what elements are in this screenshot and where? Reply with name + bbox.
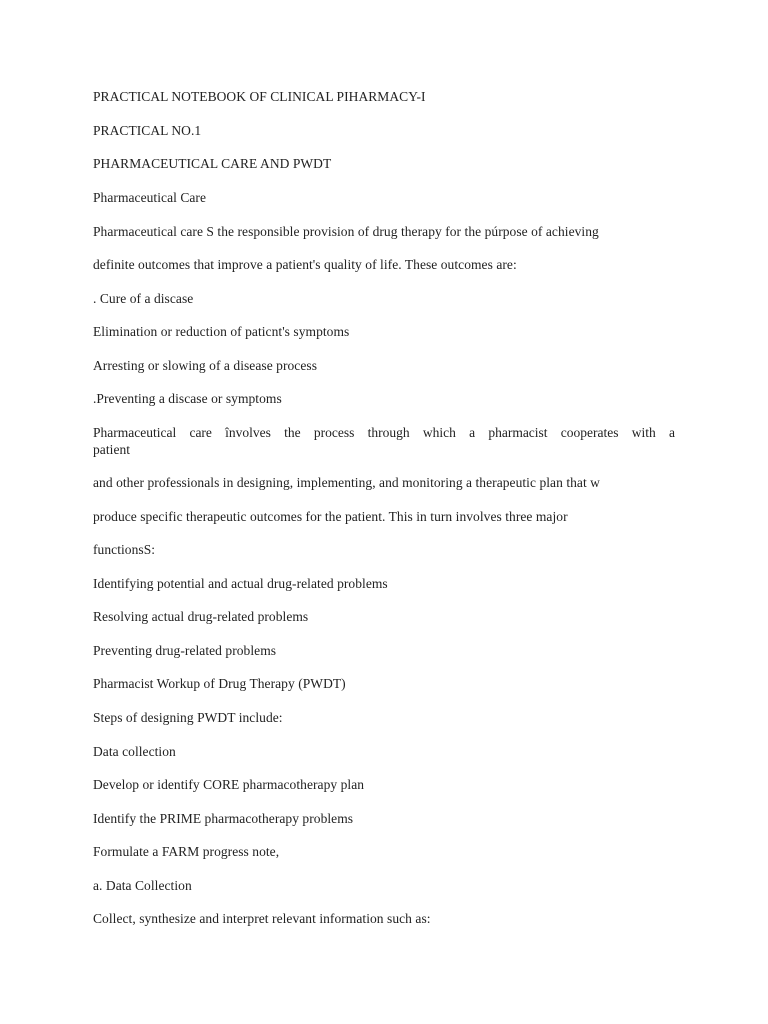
data-collection-text: Collect, synthesize and interpret relevant information such as: <box>93 911 431 926</box>
paragraph-line: functionsS: <box>93 542 156 557</box>
function-item: Resolving actual drug-related problems <box>93 609 309 624</box>
pwdt-step: Identify the PRIME pharmacotherapy problems <box>93 811 354 826</box>
data-collection-heading: a. Data Collection <box>93 878 192 893</box>
paragraph-line: and other professionals in designing, implementing, and monitoring a therapeutic plan that w <box>93 475 600 490</box>
pwdt-step: Develop or identify CORE pharmacotherapy plan <box>93 777 365 792</box>
paragraph-line: definite outcomes that improve a patient's quality of life. These outcomes are: <box>93 257 517 272</box>
pwdt-step: Data collection <box>93 744 176 759</box>
practical-number: PRACTICAL NO.1 <box>93 123 202 138</box>
pwdt-intro: Steps of designing PWDT include: <box>93 710 283 725</box>
function-item: Preventing drug-related problems <box>93 643 277 658</box>
subheading: Pharmaceutical Care <box>93 190 207 205</box>
outcome-item: .Preventing a discase or symptoms <box>93 391 282 406</box>
paragraph-wrap-line: patient <box>93 442 131 457</box>
paragraph-line: Pharmaceutical care S the responsible provision of drug therapy for the púrpose of achieving <box>93 224 599 239</box>
pwdt-step: Formulate a FARM progress note, <box>93 844 280 859</box>
document-title: PRACTICAL NOTEBOOK OF CLINICAL PIHARMACY-I <box>93 89 426 104</box>
section-heading: PHARMACEUTICAL CARE AND PWDT <box>93 156 332 171</box>
function-item: Identifying potential and actual drug-related problems <box>93 576 388 591</box>
paragraph-line-justified: Pharmaceutical care învolves the process through which a pharmacist cooperates with a <box>93 425 675 440</box>
pwdt-heading: Pharmacist Workup of Drug Therapy (PWDT) <box>93 676 346 691</box>
outcome-item: Arresting or slowing of a disease process <box>93 358 317 373</box>
outcome-item: . Cure of a discase <box>93 291 194 306</box>
paragraph-line: produce specific therapeutic outcomes for the patient. This in turn involves three major <box>93 509 568 524</box>
outcome-item: Elimination or reduction of paticnt's symptoms <box>93 324 350 339</box>
